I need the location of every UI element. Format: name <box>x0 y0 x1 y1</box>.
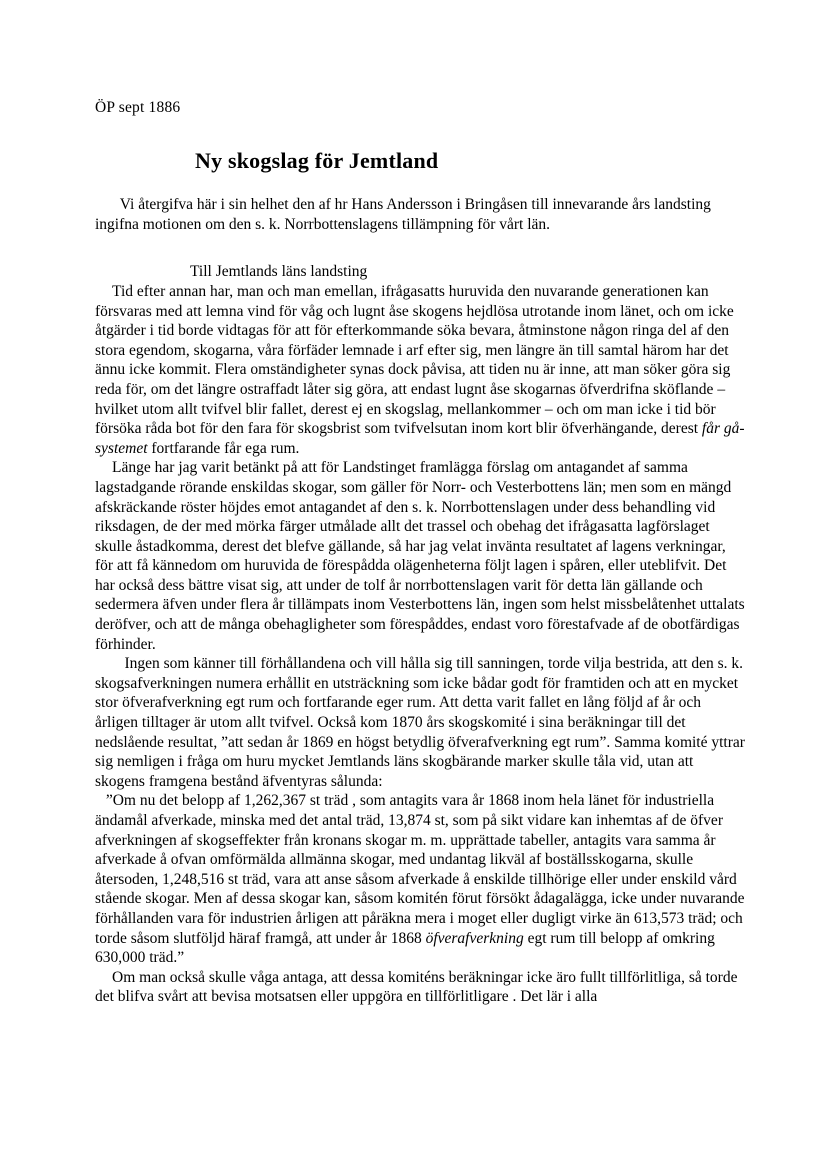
paragraph-5 <box>95 968 745 1007</box>
dateline: ÖP sept 1886 <box>95 99 181 116</box>
paragraph-5-run-1: Om man också skulle våga antaga, att dessa komiténs beräkningar icke äro fullt tillförlitliga, så torde det blifva svårt att bevisa motsatsen eller uppgöra en tillförlitligare . Det lär i alla <box>95 968 738 1006</box>
paragraph-1-run-1: Tid efter annan har, man och man emellan, ifrågasatts huruvida den nuvarande generationen kan försvaras med att lemna vind för våg och lugnt åse skogens hejdlösa utrotande inom länet, och om icke åtgärder i tid borde vidtagas för att för efterkommande söka bevara, åtminstone någon ringa del af den stora egendom, skogarna, våra förfäder lemnade i arf efter sig, men längre än till samtal härom har det ännu icke kommit. Flera omständigheter synas dock påvisa, att tiden nu är inne, att man söker göra sig reda för, om det längre ostraffadt låter sig göra, att endast lugnt åse skogarnas öfverdrifna sköflande – hvilket utom allt tvifvel blir fallet, derest ej en skogslag, mellankommer – och om man icke i tid bör försöka råda bot för den fara för skogsbrist som tvifvelsutan inom kort blir öfverhängande, derest <box>95 282 734 438</box>
paragraph-3-run-1: Ingen som känner till förhållandena och vill hålla sig till sanningen, torde vilja bestrida, att den s. k. skogsafverkningen numera erhållit en utsträckning som icke bådar godt för framtiden och att en mycket stor öfverafverkning egt rum och fortfarande eger rum. Att detta varit fallet en lång följd af år och årligen tilltager är utom allt tvifvel. Också kom 1870 års skogskomité i sina beräkningar till det nedslående resultat, ”att sedan år 1869 en högst betydlig öfverafverkning egt rum”. Samma komité yttrar sig nemligen i fråga om huru mycket Jemtlands läns skogbärande marker skulle tåla vid, utan att skogens framgena bestånd äfventyras sålunda: <box>95 655 745 790</box>
paragraph-3 <box>95 654 745 791</box>
document-title: Ny skogslag för Jemtland <box>195 147 439 173</box>
paragraph-1-run-3: fortfarande får ega rum. <box>147 439 300 457</box>
salutation: Till Jemtlands läns landsting <box>190 263 368 281</box>
paragraph-4-italic-run: öfverafverkning <box>425 929 524 947</box>
paragraph-1-italic-run: får gå-systemet <box>95 420 745 457</box>
document-content <box>95 98 745 1007</box>
paragraph-2-run-1: Länge har jag varit betänkt på att för Landstinget framlägga förslag om antagandet af samma lagstadgande rörande enskildas skogar, som gäller för Norr- och Vesterbottens län; men som en mängd afskräckande röster höjdes emot antagandet af den s. k. Norrbottenslagen under dess behandling vid riksdagen, de der med mörka färger utmålade allt det trassel och obehag det ifrågasatta lagförslaget skulle åstadkomma, derest det blefve gällande, så har jag velat invänta resultatet af lagens verkningar, för att få kännedom om huruvida de förespådda olägenheterna följt lagen i spåren, eller uteblifvit. Det har också dess bättre visat sig, att under de tolf år norrbottenslagen varit för detta län gällande och sedermera äfven under flera år tillämpats inom Vesterbottens län, ingen som helst missbelåtenhet uttalats deröfver, och att de många obehagligheter som förespåddes, endast voro förestafvade af de obotfärdigas förhinder. <box>95 459 745 653</box>
paragraph-2 <box>95 458 745 654</box>
paragraph-1 <box>95 282 745 458</box>
intro-paragraph: Vi återgifva här i sin helhet den af hr Hans Andersson i Bringåsen till innevarande års landsting ingifna motionen om den s. k. Norrbottenslagens tillämpning för vårt län. <box>95 196 711 233</box>
paragraph-4-run-3: egt rum till belopp af omkring 630,000 träd.” <box>95 929 715 967</box>
paragraph-4-quote <box>95 791 745 967</box>
paragraph-4-run-1: ”Om nu det belopp af 1,262,367 st träd , som antagits vara år 1868 inom hela länet för industriella ändamål afverkade, minska med det antal träd, 13,874 st, som på sikt vidare kan inhemtas af de öfver afverkningen af skogseffekter från kronans skogar m. m. upprättade tabeller, antagits vara samma år afverkade å ofvan omförmälda allmänna skogar, med undantag likväl af boställsskogarna, skulle återsoden, 1,248,516 st träd, vara att anse såsom afverkade å enskilde tillhörige eller under enskild vård stående skogar. Men af dessa skogar kan, såsom komitén förut försökt ådagalägga, icke under nuvarande förhållanden vara för industrien årligen att påräkna mera i moget eller dugligt virke än 613,573 träd; och torde såsom slutföljd häraf framgå, att under år 1868 <box>95 792 745 947</box>
